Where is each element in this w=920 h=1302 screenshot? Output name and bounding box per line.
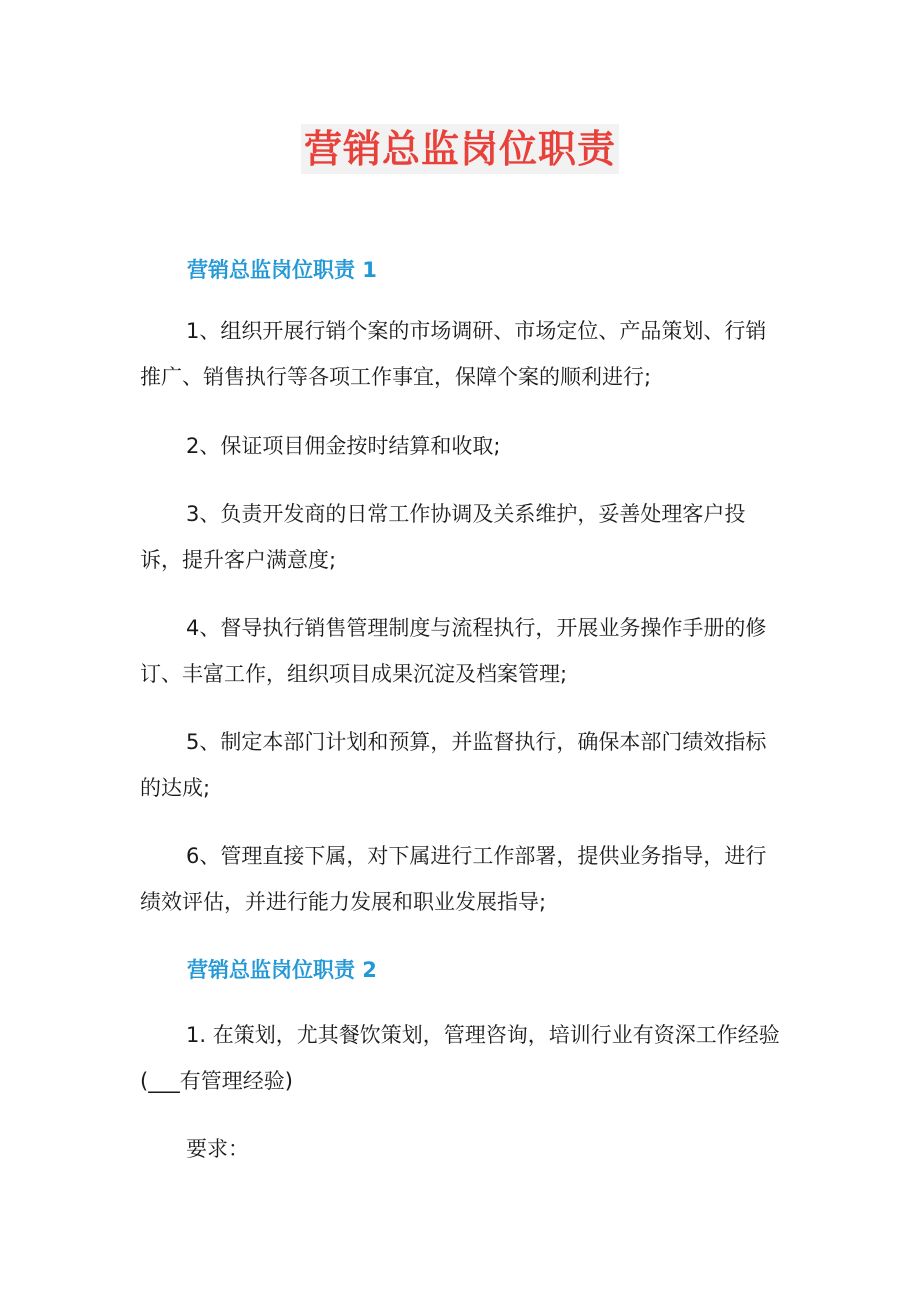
section-1-item-6: 6、管理直接下属，对下属进行工作部署，提供业务指导，进行绩效评估，并进行能力发展和职业发展指导;: [140, 844, 767, 914]
section-heading-1: 营销总监岗位职责 1: [187, 258, 377, 282]
section-2-requirements-label: 要求：: [186, 1137, 249, 1161]
section-2-item-1: 1. 在策划，尤其餐饮策划，管理咨询，培训行业有资深工作经验(___有管理经验): [140, 1023, 780, 1093]
section-1-item-4: 4、督导执行销售管理制度与流程执行，开展业务操作手册的修订、丰富工作，组织项目成果沉淀及档案管理;: [140, 616, 767, 686]
section-heading-2: 营销总监岗位职责 2: [187, 958, 377, 982]
section-1-item-1: 1、组织开展行销个案的市场调研、市场定位、产品策划、行销推广、销售执行等各项工作事宜，保障个案的顺利进行;: [140, 319, 767, 389]
document-title: [0, 124, 920, 174]
section-1-item-3: 3、负责开发商的日常工作协调及关系维护，妥善处理客户投诉，提升客户满意度;: [140, 502, 746, 572]
section-1-item-5: 5、制定本部门计划和预算，并监督执行，确保本部门绩效指标的达成;: [140, 730, 767, 800]
document-title-text: 营销总监岗位职责: [301, 124, 619, 174]
section-1-item-2: 2、保证项目佣金按时结算和收取;: [186, 434, 501, 458]
